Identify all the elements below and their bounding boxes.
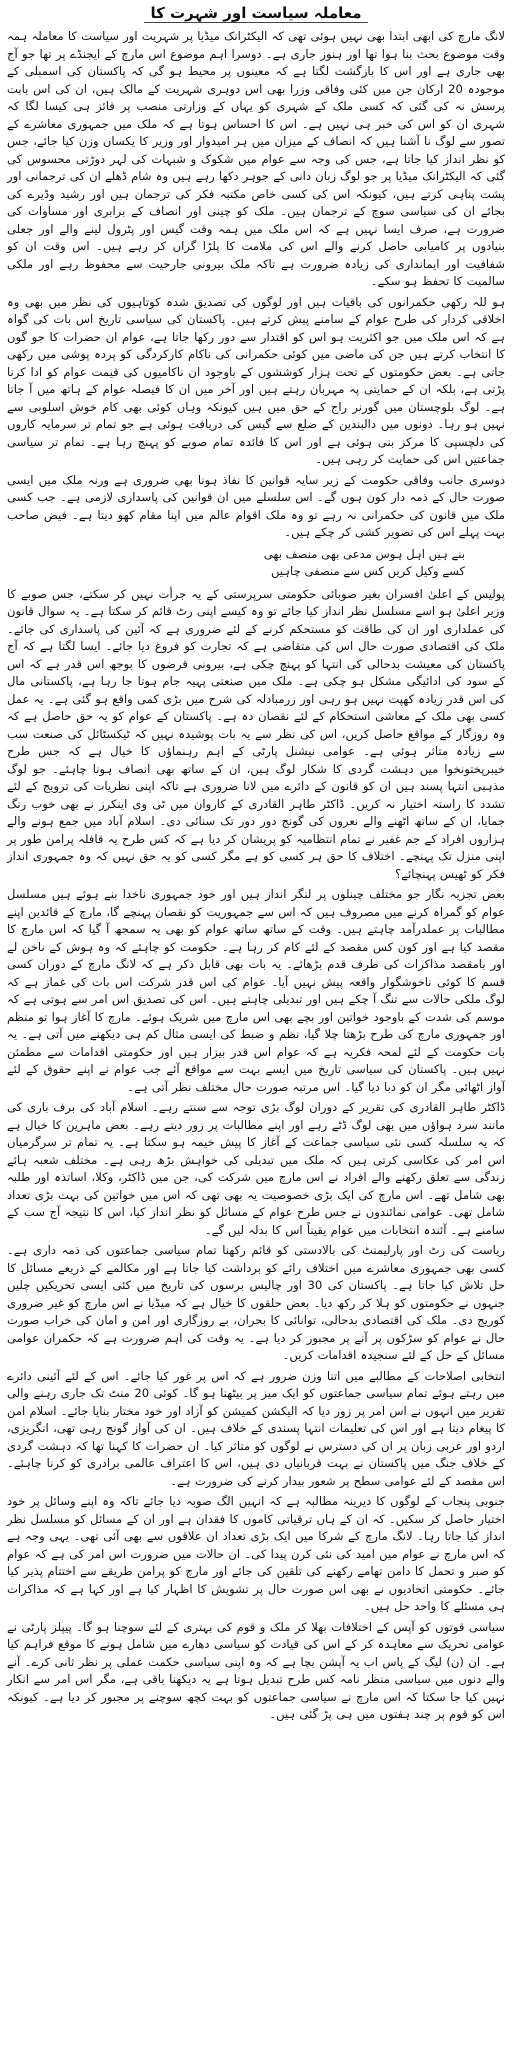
paragraph-8: انتخابی اصلاحات کے مطالبے میں اتنا وزن ضرور ہے کہ اس پر غور کیا جائے۔ اس کے لئے آئینی دائرے میں رہتے ہوئے تمام سیاسی جماعتوں کو ایک میز پر بیٹھنا ہو گا۔ کوئی 20 منٹ تک جاری رہنے والی تقریر میں انہوں نے اس امر پر زور دیا کہ الیکشن کمیشن کو آزاد اور خود مختار بنایا جائے۔ اسلام امن کا پیغام دیتا ہے اور اس کی تعلیمات انتہا پسندی کے خلاف ہیں۔ ان کی آواز گونج رہی تھی، انگریزی، اردو اور عربی زبان پر ان کی دسترس نے لوگوں کو متاثر کیا۔ ان حضرات کا کہنا تھا کہ دہشت گردی کے خلاف جنگ میں پاکستان نے بہت قربانیاں دی ہیں، اس کا اعتراف عالمی برادری کو کرنا چاہئے۔ اس مقصد کے لئے عوامی سطح پر شعور بیدار کرنے کی ضرورت ہے۔ bbox=[7, 1368, 505, 1488]
verse-line-2: کسے وکیل کریں کس سے منصفی چاہیں bbox=[270, 564, 465, 578]
paragraph-10: سیاسی قوتوں کو آپس کے اختلافات بھلا کر ملک و قوم کی بہتری کے لئے سوچنا ہو گا۔ پیپلز پارٹی نے عوامی تحریک سے معاہدہ کر کے اس کی قیادت کو سیاسی دھارے میں شامل ہونے کا موقع فراہم کیا ہے۔ ان (ن) لیگ کے پاس اب یہ آپشن بچا ہے کہ وہ اپنی سیاسی حکمت عملی پر نظر ثانی کرے۔ آنے والے دنوں میں سیاسی منظر نامہ کس طرح تبدیل ہوتا ہے یہ دیکھنا باقی ہے، مگر اس امر سے انکار نہیں کیا جا سکتا کہ اس مارچ نے سیاسی جماعتوں کو بہت کچھ سوچنے پر مجبور کر دیا ہے۔ کیونکہ اس کو قوم پر چند ہفتوں میں ہی پڑ گئی ہیں۔ bbox=[7, 1619, 505, 1721]
verse-line-1: بنے ہیں اہل ہوس مدعی بھی منصف بھی bbox=[263, 546, 465, 561]
paragraph-7: ریاست کی رٹ اور پارلیمنٹ کی بالادستی کو قائم رکھنا تمام سیاسی جماعتوں کی ذمہ داری ہے۔ کسی بھی جمہوری معاشرے میں اختلاف رائے کو برداشت کیا جاتا ہے اور مکالمے کے ذریعے مسائل کا حل تلاش کیا جاتا ہے۔ پاکستان کی 30 اور چالیس برسوں کی تاریخ میں کئی ایسی تحریکیں چلیں جنہوں نے حکومتوں کو ہلا کر رکھ دیا۔ بعض حلقوں کا خیال ہے کہ میڈیا نے اس مارچ کو غیر ضروری کوریج دی۔ ملک کی اقتصادی بدحالی، توانائی کا بحران، بے روزگاری اور امن و امان کی خراب صورت حال نے عوام کو سڑکوں پر آنے پر مجبور کر دیا ہے۔ یہ وقت کی اہم ضرورت ہے کہ حکمران عوامی مسائل کے حل کے لئے سنجیدہ اقدامات کریں۔ bbox=[7, 1243, 506, 1362]
paragraph-3: دوسری جانب وفاقی حکومت کے زیر سایہ قوانین کا نفاذ ہونا بھی ضروری ہے ورنہ ملک میں ایسی صورت حال کے ذمہ دار کون ہوں گے۔ اس سلسلے میں ان قوانین کی پاسداری لازمی ہے۔ جب کسی ملک میں قانون کی حکمرانی نہ رہے تو وہ ملک اقوام عالم میں اپنا مقام کھو دیتا ہے۔ فیض صاحب بہت پہلے اس کی تصویر کشی کر چکے ہیں۔ bbox=[7, 472, 505, 539]
article-title bbox=[7, 4, 505, 22]
paragraph-5: بعض تجزیہ نگار جو مختلف چینلوں پر لنگر انداز ہیں اور خود جمہوری ناخدا بنے ہوئے ہیں مسلسل عوام کو گمراہ کرنے میں مصروف ہیں کہ اس سے جمہوریت کو نقصان پہنچے گا، مارچ کے قائدین اپنے مطالبات پر عملدرآمد چاہتے ہیں۔ وقت کے ساتھ ساتھ عوام کو بھی یہ سمجھ آ گیا کہ اس مارچ کا مقصد کیا ہے اور کون کس مقصد کے لئے کام کر رہا ہے۔ حکومت کو چاہئے کہ وہ ہوش کے ناخن لے اور بامقصد مذاکرات کی طرف قدم بڑھائے۔ یہ بات بھی قابل ذکر ہے کہ لانگ مارچ کے دوران کسی قسم کا کوئی ناخوشگوار واقعہ پیش نہیں آیا۔ عوام کی اس قدر شرکت اس بات کی غماز ہے کہ لوگ ملکی حالات سے تنگ آ چکے ہیں اور تبدیلی چاہتے ہیں۔ اس کی تصدیق اس امر سے ہوتی ہے کہ موسم کی شدت کے باوجود خواتین اور بچے بھی اس مارچ میں شریک ہوئے۔ مارچ کا آغاز ہوا تو منظم اور جمہوری مارچ کی طرح بڑھتا چلا گیا، نظم و ضبط کی ایسی مثال کم ہی دیکھنے میں آتی ہے۔ یہ بات حکومت کے لئے لمحہ فکریہ ہے کہ عوام اس قدر بیزار ہیں اور حکومتی اقدامات سے مطمئن نہیں ہیں۔ پاکستان کی سیاسی تاریخ میں ایسے بہت سے مواقع آئے جب عوام نے اپنے حقوق کے لئے آواز اٹھائی مگر ان کو دبا دیا گیا۔ اس مرتبہ صورت حال مختلف نظر آتی ہے۔ bbox=[6, 887, 505, 1094]
paragraph-9: جنوبی پنجاب کے لوگوں کا دیرینہ مطالبہ ہے کہ انہیں الگ صوبہ دیا جائے تاکہ وہ اپنے وسائل پر خود اختیار حاصل کر سکیں۔ کہ ان کے ہاں ترقیاتی کاموں کا فقدان ہے اور ان کے مسائل کو مسلسل نظر انداز کیا جاتا رہا۔ لانگ مارچ کے شرکا میں ایک بڑی تعداد ان علاقوں سے بھی آئی تھی۔ یہی وجہ ہے کہ اس مارچ نے عوام میں امید کی نئی کرن پیدا کی۔ ان حالات میں ضرورت اس امر کی ہے کہ عوام کو صبر و تحمل کا دامن تھامے رکھنے کی تلقین کی جائے اور مارچ کو پرامن طریقے سے اختتام پذیر کیا جائے۔ حکومتی اتحادیوں نے بھی اس صورت حال پر تشویش کا اظہار کیا ہے اور کہا ہے کہ مذاکرات ہی مسئلے کا واحد حل ہیں۔ bbox=[7, 1494, 505, 1613]
paragraph-6: ڈاکٹر طاہر القادری کی تقریر کے دوران لوگ بڑی توجہ سے سنتے رہے۔ اسلام آباد کی برف باری کی مانند سرد ہواؤں میں بھی لوگ ڈٹے رہے اور اپنے مطالبات پر زور دیتے رہے۔ بعض ماہرین کا خیال ہے کہ یہ سلسلہ کسی نئی سیاسی جماعت کے آغاز کا پیش خیمہ ہو سکتا ہے۔ یہ تمام تر سرگرمیاں اس امر کی عکاسی کرتی ہیں کہ ملک میں تبدیلی کی خواہش بڑھ رہی ہے۔ مختلف شعبہ ہائے زندگی سے تعلق رکھنے والے افراد نے اس مارچ میں شرکت کی، جن میں ڈاکٹر، وکلا، اساتذہ اور طلبہ بھی شامل تھے۔ اس مارچ کی ایک بڑی خصوصیت یہ بھی تھی کہ اس میں خواتین کی بہت بڑی تعداد شامل تھی۔ عوامی نمائندوں نے جس طرح عوام کے مسائل کو نظر انداز کیا، اس کا نتیجہ آج سب کے سامنے ہے۔ آئندہ انتخابات میں عوام یقیناً اس کا بدلہ لیں گے۔ bbox=[7, 1100, 505, 1237]
poetry-couplet bbox=[7, 546, 505, 581]
paragraph-4: پولیس کے اعلیٰ افسران بغیر صوبائی حکومتی سرپرستی کے یہ جرأت نہیں کر سکتے، جس صوبے کا وزیر اعلیٰ ہو اسے مسلسل نظر انداز کیا جائے تو وہ کیسے اپنی رٹ قائم کر سکتا ہے۔ یہ سوال قانون کی عملداری اور ان کی طاقت کو مستحکم کرنے کے لئے ضروری ہے کہ آئین کی پاسداری کی جائے۔ ملک کی اقتصادی صورت حال اس کی متقاضی ہے کہ تجارت کو فروغ دیا جائے۔ ایسا لگتا ہے کہ آج پاکستان کی معیشت بدحالی کی انتہا کو پہنچ چکی ہے، بیرونی قرضوں کا بوجھ اس قدر ہے کہ اس کے سود کی ادائیگی مشکل ہو چکی ہے۔ ملک میں صنعتی پہیہ جام ہوتا جا رہا ہے، پاکستانی مال کی اس قدر زیادہ کھپت نہیں ہو رہی اور زرمبادلہ کی شرح میں بڑی کمی واقع ہو گئی ہے۔ یہ عمل کسی بھی ملک کے معاشی استحکام کے لئے نقصان دہ ہے۔ پاکستان کے عوام کو یہ حق حاصل ہے کہ وہ روزگار کے مواقع حاصل کریں، اس کی نظر سے یہ بات پوشیدہ نہیں کہ ٹیکسٹائل کی صنعت سب سے زیادہ متاثر ہوئی ہے۔ عوامی نیشنل پارٹی کے اہم رہنماؤں کا خیال ہے کہ جس طرح خیبرپختونخوا میں دہشت گردی کا شکار لوگ ہیں، ان کے ساتھ بھی انصاف ہونا چاہئے۔ جو لوگ مذہبی انتہا پسند ہیں ان کو قانون کے دائرے میں لانا ضروری ہے تاکہ اپنی نظریات کی ترویج کے لئے تشدد کا راستہ اختیار نہ کریں۔ ڈاکٹر طاہر القادری کے کاروان میں ٹی وی اینکرز نے بھی خوب رنگ جمایا، ان کے ساتھ اٹھنے والے نعروں کی گونج دور دور تک سنائی دی۔ اسلام آباد میں جمع ہونے والے ہزاروں افراد کے جم غفیر نے تمام انتظامیہ کو پریشان کر دیا ہے کہ کس طرح یہ قافلہ پرامن طور پر اپنی منزل تک پہنچے۔ اختلاف کا حق ہر کسی کو ہے مگر کسی کو یہ حق نہیں کہ وہ جمہوری انداز فکر کو ٹھیس پہنچائے؟ bbox=[7, 586, 505, 881]
article-title-text: معاملہ سیاست اور شہرت کا bbox=[144, 4, 367, 23]
paragraph-2: ہو للہ رکھی حکمرانوں کی باقیات ہیں اور لوگوں کی تصدیق شدہ کوتاہیوں کی نظر میں بھی وہ اخلاقی کردار کی طرح عوام کے سامنے پیش کرتے ہیں۔ پاکستان کی سیاسی تاریخ اس بات کی گواہ ہے کہ اس ملک میں جو اکثریت ہو اس کو اقتدار سے دور رکھا جاتا ہے، عوام ان حضرات کا جو گوں کا انتخاب کرتے ہیں جن کی ماضی میں کوئی حکمرانی کی ناکام کارکردگی کو پردہ پوشی میں رکھی جاتی ہے۔ بعض حکومتوں کے تحت ہزار کوششوں کے باوجود ان ناکامیوں کی قیمت عوام کو ادا کرنا پڑتی ہے، بلکہ ان کے حمایتی پہ مہربان رہتے ہیں اور آخر میں ان کا فیصلہ عوام کے ہاتھ میں آ جاتا ہے۔ لوگ بلوچستان میں گورنر راج کے حق میں ہیں کیونکہ وہاں کوئی بھی کام خوش اسلوبی سے نہیں ہو رہا۔ دونوں میں دالبندین کے ضلع سے گیس کی دریافت ہوئی ہے جو تمام تر سرمایہ کاروں کی دلچسپی کا مرکز بنی ہوئی ہے اور اس کا فائدہ تمام صوبے کو پہنچ رہا ہے۔ تمام تر سیاسی جماعتیں اس کی حمایت کر رہی ہیں۔ bbox=[7, 294, 505, 466]
paragraph-1: لانگ مارچ کی ابھی ابتدا بھی نہیں ہوئی تھی کہ الیکٹرانک میڈیا پر شہریت اور سیاست کا معاملہ ہمہ وقت موضوع بحث بنا ہوا تھا اور ہنوز جاری ہے۔ دوسرا اہم موضوع اس مارچ کے ایجنڈے پر تھا جو آج بھی جاری ہے اور اس کا بازگشت لگتا ہے کہ معینوں پر محیط ہو گی کہ پاکستان کی اسمبلی کے موجودہ 20 ارکان جن میں کئی وفاقی وزرا بھی اس دوہری شہریت کے مالک ہیں، ان کی اس بابت پرسش نہ کی گئی کہ کسی ملک کے شہری کو یہاں کے وزارتی منصب پر فائز ہی کیسا لگا کہ شہری ان کو اس کی خبر ہی نہیں ہے۔ اس کا احساس ہوتا ہے کہ ملک میں جمہوری معاشرے کے تصور سے لوگ نا آشنا ہیں کہ انصاف کے میزان میں ہر امیدوار اور وزیر کا یکساں وزن کیا جائے، جس کو نظر انداز کیا جاتا ہے، جس کی وجہ سے عوام میں شکوک و شبہات کی لہر دوڑتی محسوس کی گئی کہ الیکٹرانک میڈیا پر جو لوگ زبان دانی کے جوہر دکھا رہے ہیں وہ شام ڈھلے ان کی ترجمانی اور پشت پناہی کرتے ہیں، کیونکہ اس کی کسی خاص مکتبہ فکر کی ترجمان ہیں اور رشید وڈیرے کی بجائے ان کی سیاسی سوچ کے ترجمان ہیں۔ ملک کو چینی اور انصاف کے برابری اور مساوات کی ضرورت ہے، صرف ایسا نہیں ہے کہ اس ملک میں ہمہ وقت گیس اور پٹرول لینے والے اور جعلی بنیادوں پر کامیابی حاصل کرنے والے اس کی ملامت کا پلڑا گراں کر رہے ہیں۔ اس وقت ان کو شفافیت اور ایمانداری کی زیادہ ضرورت ہے تاکہ ملک بیرونی جارحیت سے محفوظ رہے اور ملکی سالمیت کا تحفظ ہو سکے۔ bbox=[7, 29, 505, 288]
